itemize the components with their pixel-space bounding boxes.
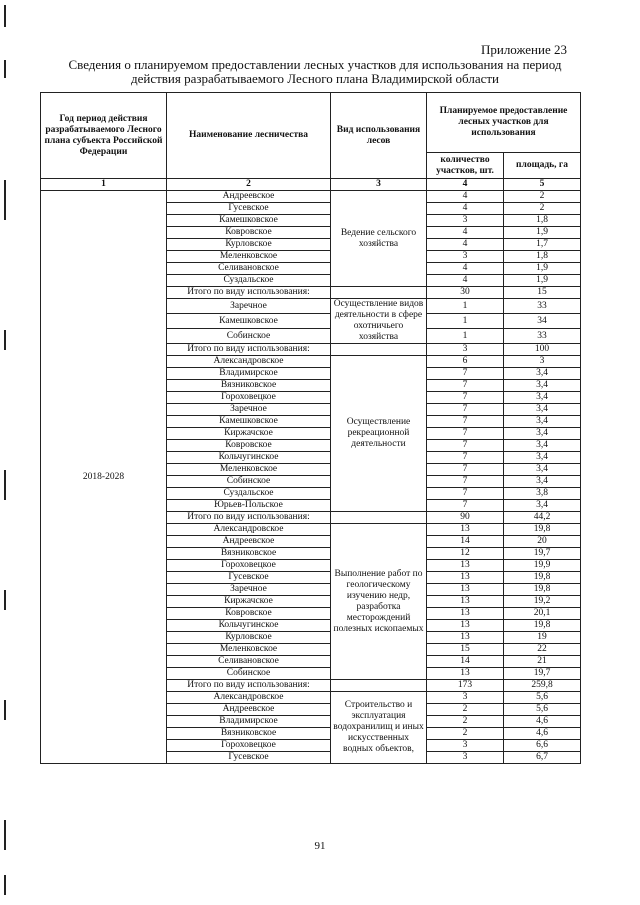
total-count: 30: [427, 287, 504, 299]
count-cell: 6: [427, 356, 504, 368]
forestry-name: Киржачское: [167, 428, 331, 440]
area-cell: 19,9: [504, 560, 581, 572]
forestry-name: Ковровское: [167, 608, 331, 620]
forestry-name: Александровское: [167, 356, 331, 368]
forestry-name: Александровское: [167, 692, 331, 704]
count-cell: 13: [427, 524, 504, 536]
forestry-name: Вязниковское: [167, 380, 331, 392]
forestry-name: Суздальское: [167, 275, 331, 287]
total-area: 15: [504, 287, 581, 299]
forestry-name: Владимирское: [167, 716, 331, 728]
area-cell: 1,8: [504, 215, 581, 227]
area-cell: 19,8: [504, 620, 581, 632]
count-cell: 13: [427, 608, 504, 620]
area-cell: 3,4: [504, 440, 581, 452]
area-cell: 22: [504, 644, 581, 656]
area-cell: 3,4: [504, 404, 581, 416]
header-use: Вид использования лесов: [331, 93, 427, 179]
area-cell: 33: [504, 299, 581, 314]
area-cell: 33: [504, 329, 581, 344]
count-cell: 4: [427, 203, 504, 215]
area-cell: 19,7: [504, 548, 581, 560]
count-cell: 7: [427, 440, 504, 452]
forestry-name: Александровское: [167, 524, 331, 536]
forestry-name: Заречное: [167, 299, 331, 314]
use-type-cell: Строительство и эксплуатация водохранилищ и иных искусственных водных объектов,: [331, 692, 427, 764]
total-count: 173: [427, 680, 504, 692]
area-cell: 3,4: [504, 476, 581, 488]
forestry-name: Гороховецкое: [167, 392, 331, 404]
forestry-name: Селивановское: [167, 263, 331, 275]
document-title: [35, 58, 595, 86]
forestry-name: Гороховецкое: [167, 560, 331, 572]
count-cell: 4: [427, 263, 504, 275]
area-cell: 6,6: [504, 740, 581, 752]
table-body: [41, 191, 581, 764]
period-cell: 2018-2028: [41, 191, 167, 764]
forestry-name: Меленковское: [167, 644, 331, 656]
area-cell: 20: [504, 536, 581, 548]
count-cell: 7: [427, 428, 504, 440]
area-cell: 3,4: [504, 416, 581, 428]
header-count: количество участков, шт.: [427, 153, 504, 179]
count-cell: 14: [427, 536, 504, 548]
count-cell: 7: [427, 476, 504, 488]
use-type-cell: Ведение сельского хозяйства: [331, 191, 427, 287]
total-area: 100: [504, 344, 581, 356]
forestry-name: Киржачское: [167, 596, 331, 608]
forestry-name: Ковровское: [167, 440, 331, 452]
count-cell: 4: [427, 191, 504, 203]
use-type-cell: Осуществление рекреационной деятельности: [331, 356, 427, 512]
forestry-name: Кольчугинское: [167, 452, 331, 464]
count-cell: 4: [427, 275, 504, 287]
count-cell: 7: [427, 488, 504, 500]
forestry-name: Владимирское: [167, 368, 331, 380]
count-cell: 12: [427, 548, 504, 560]
count-cell: 3: [427, 752, 504, 764]
total-label: Итого по виду использования:: [167, 512, 331, 524]
forestry-name: Юрьев-Польское: [167, 500, 331, 512]
area-cell: 19,7: [504, 668, 581, 680]
area-cell: 6,7: [504, 752, 581, 764]
area-cell: 3,4: [504, 428, 581, 440]
forestry-name: Собинское: [167, 476, 331, 488]
col-number-5: 5: [504, 179, 581, 191]
count-cell: 3: [427, 215, 504, 227]
area-cell: 19,8: [504, 584, 581, 596]
area-cell: 3,4: [504, 452, 581, 464]
area-cell: 3,4: [504, 500, 581, 512]
appendix-label: Приложение 23: [480, 42, 567, 57]
count-cell: 2: [427, 704, 504, 716]
count-cell: 2: [427, 728, 504, 740]
total-empty-cell: [331, 344, 427, 356]
forestry-name: Заречное: [167, 404, 331, 416]
count-cell: 7: [427, 452, 504, 464]
header-year: Год период действия разрабатываемого Лесного плана субъекта Российской Федерации: [41, 93, 167, 179]
area-cell: 34: [504, 314, 581, 329]
forestry-name: Меленковское: [167, 251, 331, 263]
area-cell: 5,6: [504, 704, 581, 716]
forestry-name: Гусевское: [167, 572, 331, 584]
count-cell: 7: [427, 392, 504, 404]
count-cell: 7: [427, 500, 504, 512]
count-cell: 7: [427, 404, 504, 416]
area-cell: 1,9: [504, 275, 581, 287]
forestry-name: Вязниковское: [167, 728, 331, 740]
area-cell: 3,4: [504, 380, 581, 392]
area-cell: 3,4: [504, 368, 581, 380]
col-number-3: 3: [331, 179, 427, 191]
forestry-name: Гороховецкое: [167, 740, 331, 752]
forestry-name: Камешковское: [167, 416, 331, 428]
count-cell: 2: [427, 716, 504, 728]
forestry-name: Гусевское: [167, 752, 331, 764]
count-cell: 7: [427, 368, 504, 380]
table-row: [41, 191, 581, 203]
total-count: 3: [427, 344, 504, 356]
count-cell: 1: [427, 329, 504, 344]
area-cell: 20,1: [504, 608, 581, 620]
count-cell: 15: [427, 644, 504, 656]
forestry-name: Суздальское: [167, 488, 331, 500]
area-cell: 4,6: [504, 728, 581, 740]
forestry-name: Курловское: [167, 632, 331, 644]
count-cell: 7: [427, 416, 504, 428]
total-label: Итого по виду использования:: [167, 680, 331, 692]
count-cell: 7: [427, 380, 504, 392]
area-cell: 19,8: [504, 572, 581, 584]
count-cell: 13: [427, 584, 504, 596]
forestry-name: Гусевское: [167, 203, 331, 215]
forestry-name: Ковровское: [167, 227, 331, 239]
col-number-1: 1: [41, 179, 167, 191]
forestry-name: Селивановское: [167, 656, 331, 668]
count-cell: 13: [427, 560, 504, 572]
col-number-4: 4: [427, 179, 504, 191]
page-number: 91: [314, 840, 326, 852]
total-empty-cell: [331, 287, 427, 299]
area-cell: 19,2: [504, 596, 581, 608]
count-cell: 3: [427, 740, 504, 752]
area-cell: 2: [504, 203, 581, 215]
forestry-name: Курловское: [167, 239, 331, 251]
forestry-name: Камешковское: [167, 215, 331, 227]
total-area: 259,8: [504, 680, 581, 692]
forestry-name: Собинское: [167, 329, 331, 344]
count-cell: 13: [427, 632, 504, 644]
use-type-cell: Выполнение работ по геологическому изучению недр, разработка месторождений полезных ископаемых: [331, 524, 427, 680]
count-cell: 13: [427, 596, 504, 608]
title-line-2: действия разрабатываемого Лесного плана Владимирской области: [130, 71, 500, 86]
count-cell: 3: [427, 251, 504, 263]
count-cell: 13: [427, 572, 504, 584]
forestry-name: Андреевское: [167, 704, 331, 716]
area-cell: 5,6: [504, 692, 581, 704]
area-cell: 1,9: [504, 263, 581, 275]
count-cell: 1: [427, 299, 504, 314]
area-cell: 19: [504, 632, 581, 644]
total-area: 44,2: [504, 512, 581, 524]
header-area: площадь, га: [504, 153, 581, 179]
area-cell: 3: [504, 356, 581, 368]
scan-edge-marks: [0, 0, 10, 905]
forestry-name: Кольчугинское: [167, 620, 331, 632]
area-cell: 21: [504, 656, 581, 668]
forestry-name: Камешковское: [167, 314, 331, 329]
count-cell: 4: [427, 239, 504, 251]
area-cell: 1,7: [504, 239, 581, 251]
area-cell: 4,6: [504, 716, 581, 728]
count-cell: 7: [427, 464, 504, 476]
area-cell: 19,8: [504, 524, 581, 536]
count-cell: 14: [427, 656, 504, 668]
forest-plots-table: [40, 92, 581, 764]
total-count: 90: [427, 512, 504, 524]
header-forestry: Наименование лесничества: [167, 93, 331, 179]
forestry-name: Собинское: [167, 668, 331, 680]
count-cell: 1: [427, 314, 504, 329]
count-cell: 13: [427, 668, 504, 680]
header-planned: Планируемое предоставление лесных участков для использования: [427, 93, 581, 153]
total-label: Итого по виду использования:: [167, 344, 331, 356]
total-empty-cell: [331, 680, 427, 692]
forestry-name: Заречное: [167, 584, 331, 596]
area-cell: 3,4: [504, 464, 581, 476]
total-empty-cell: [331, 512, 427, 524]
area-cell: 1,9: [504, 227, 581, 239]
title-line-1: Сведения о планируемом предоставлении лесных участков для использования на период: [68, 57, 562, 72]
forestry-name: Андреевское: [167, 191, 331, 203]
count-cell: 3: [427, 692, 504, 704]
count-cell: 4: [427, 227, 504, 239]
forestry-name: Меленковское: [167, 464, 331, 476]
area-cell: 2: [504, 191, 581, 203]
count-cell: 13: [427, 620, 504, 632]
forestry-name: Андреевское: [167, 536, 331, 548]
use-type-cell: Осуществление видов деятельности в сфере охотничьего хозяйства: [331, 299, 427, 344]
col-number-2: 2: [167, 179, 331, 191]
area-cell: 3,4: [504, 392, 581, 404]
area-cell: 3,8: [504, 488, 581, 500]
area-cell: 1,8: [504, 251, 581, 263]
forestry-name: Вязниковское: [167, 548, 331, 560]
total-label: Итого по виду использования:: [167, 287, 331, 299]
